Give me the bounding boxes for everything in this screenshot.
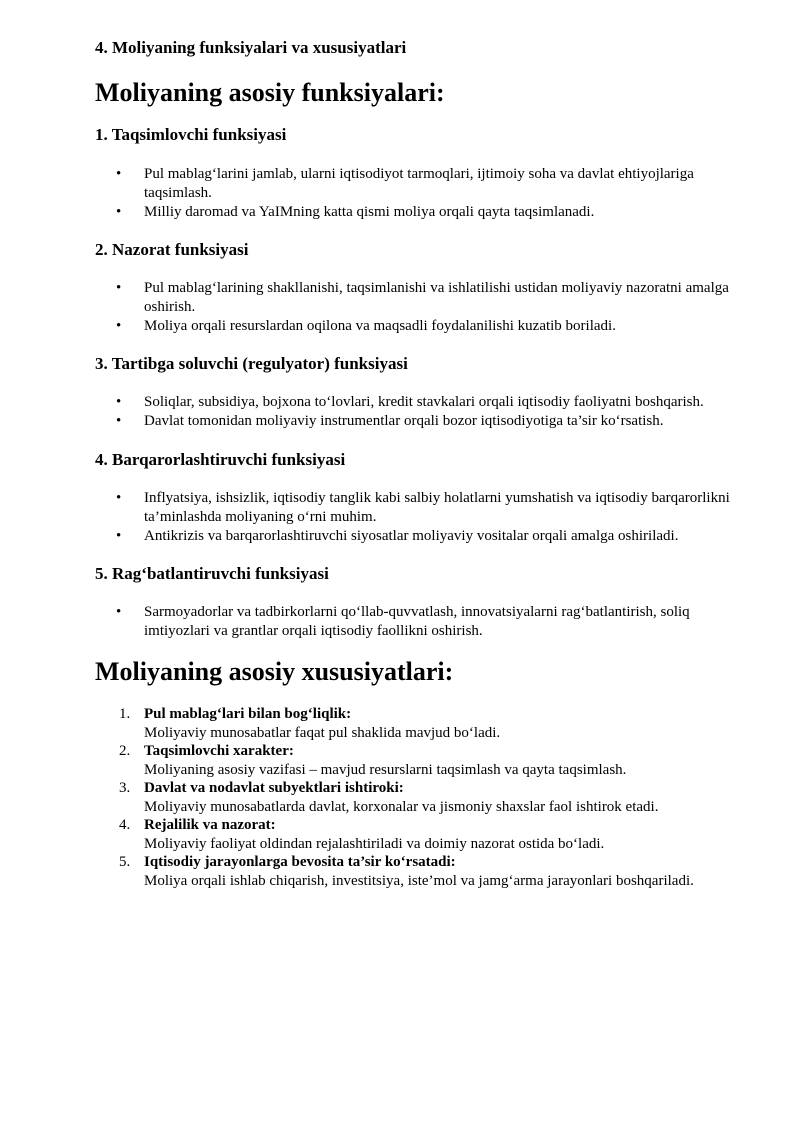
features-list (95, 705, 755, 890)
list-item (95, 527, 755, 546)
list-item (95, 279, 755, 317)
list-item-text: Davlat tomonidan moliyaviy instrumentlar orqali bozor iqtisodiyotiga ta’sir ko‘rsatish. (144, 413, 664, 429)
section-heading-3: 3. Tartibga soluvchi (regulyator) funksiyasi (95, 354, 408, 373)
bullet-icon: • (116, 166, 122, 182)
list-number: 4. (119, 817, 131, 833)
section-5-bullets (95, 603, 755, 641)
features-heading: Moliyaning asosiy xususiyatlari: (95, 657, 454, 686)
list-item-text: Sarmoyadorlar va tadbirkorlarni qo‘llab-quvvatlash, innovatsiyalarni rag‘batlantirish, soliq imtiyozlari va grantlar orqali iqtisodiy faollikni oshirish. (144, 604, 690, 639)
feature-description: Moliyaviy munosabatlarda davlat, korxonalar va jismoniy shaxslar faol ishtirok etadi. (144, 798, 659, 815)
list-number: 3. (119, 780, 131, 796)
feature-description: Moliyaviy munosabatlar faqat pul shaklida mavjud bo‘ladi. (144, 724, 501, 741)
list-item (95, 853, 755, 890)
list-item (95, 393, 755, 412)
feature-title: Rejalilik va nazorat: (144, 817, 276, 833)
section-heading-2: 2. Nazorat funksiyasi (95, 240, 249, 259)
bullet-icon: • (116, 394, 122, 410)
bullet-icon: • (116, 528, 122, 544)
list-item (95, 317, 755, 336)
bullet-icon: • (116, 413, 122, 429)
feature-description: Moliyaviy faoliyat oldindan rejalashtiriladi va doimiy nazorat ostida bo‘ladi. (144, 835, 605, 852)
list-item (95, 603, 755, 641)
section-2-bullets (95, 279, 755, 336)
list-item-text: Moliya orqali resurslardan oqilona va maqsadli foydalanilishi kuzatib boriladi. (144, 318, 616, 334)
list-item-text: Milliy daromad va YaIMning katta qismi moliya orqali qayta taqsimlanadi. (144, 204, 595, 220)
list-item (95, 742, 755, 779)
list-item-text: Antikrizis va barqarorlashtiruvchi siyosatlar moliyaviy vositalar orqali amalga oshiriladi. (144, 528, 679, 544)
section-3-bullets (95, 393, 755, 431)
list-item-text: Pul mablag‘larining shakllanishi, taqsimlanishi va ishlatilishi ustidan moliyaviy nazoratni amalga oshirish. (144, 280, 729, 315)
list-item-text: Soliqlar, subsidiya, bojxona to‘lovlari, kredit stavkalari orqali iqtisodiy faoliyatni boshqarish. (144, 394, 704, 410)
document-title: 4. Moliyaning funksiyalari va xususiyatlari (95, 38, 407, 57)
section-heading-5: 5. Rag‘batlantiruvchi funksiyasi (95, 564, 329, 583)
list-number: 5. (119, 854, 131, 870)
list-item (95, 489, 755, 527)
bullet-icon: • (116, 204, 122, 220)
feature-title: Davlat va nodavlat subyektlari ishtiroki: (144, 780, 404, 796)
feature-title: Pul mablag‘lari bilan bog‘liqlik: (144, 706, 352, 722)
feature-description: Moliyaning asosiy vazifasi – mavjud resurslarni taqsimlash va qayta taqsimlash. (144, 761, 627, 778)
bullet-icon: • (116, 490, 122, 506)
list-item (95, 165, 755, 203)
list-item (95, 412, 755, 431)
feature-title: Taqsimlovchi xarakter: (144, 743, 294, 759)
feature-title: Iqtisodiy jarayonlarga bevosita ta’sir ko‘rsatadi: (144, 854, 456, 870)
section-heading-4: 4. Barqarorlashtiruvchi funksiyasi (95, 450, 346, 469)
list-item (95, 779, 755, 816)
bullet-icon: • (116, 604, 122, 620)
bullet-icon: • (116, 318, 122, 334)
functions-heading: Moliyaning asosiy funksiyalari: (95, 78, 445, 107)
list-number: 1. (119, 706, 131, 722)
list-number: 2. (119, 743, 131, 759)
list-item-text: Inflyatsiya, ishsizlik, iqtisodiy tanglik kabi salbiy holatlarni yumshatish va iqtisodiy barqarorlikni ta’minlashda moliyaning o‘rni muhim. (144, 490, 730, 525)
list-item-text: Pul mablag‘larini jamlab, ularni iqtisodiyot tarmoqlari, ijtimoiy soha va davlat ehtiyojlariga taqsimlash. (144, 166, 694, 201)
section-heading-1: 1. Taqsimlovchi funksiyasi (95, 125, 287, 144)
list-item (95, 816, 755, 853)
section-4-bullets (95, 489, 755, 546)
list-item (95, 705, 755, 742)
section-1-bullets (95, 165, 755, 222)
list-item (95, 203, 755, 222)
feature-description: Moliya orqali ishlab chiqarish, investitsiya, iste’mol va jamg‘arma jarayonlari boshqariladi. (144, 872, 694, 889)
bullet-icon: • (116, 280, 122, 296)
